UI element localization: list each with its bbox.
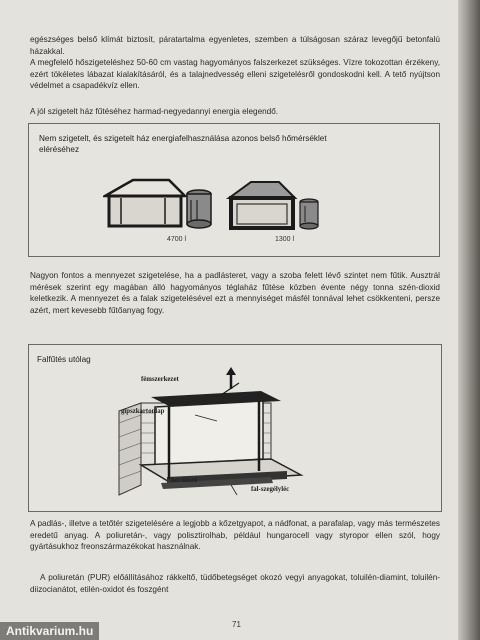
label-fal-szegelylec: fal-szegélyléc (251, 486, 290, 493)
house-insulated-illustration (225, 180, 321, 236)
paragraph-5: A poliuretán (PUR) előállításához rákkeltő, tüdőbetegséget okozó vegyi anyagokat, toluilén-diamint, toluilén-diizocianátot, etilén-oxidot és foszgént (30, 573, 440, 594)
figure-insulation-title: Nem szigetelt, és szigetelt ház energiafelhasználása azonos belső hőmérséklet eléréséhez (39, 134, 327, 155)
paragraph-3: Nagyon fontos a mennyezet szigetelése, ha a padlásteret, vagy a szoba felett lévő szintet nem fűtik. Ausztrál mérések szerint egy magában álló hagyományos téglaház fűtése közben évente négy tonna szén-dioxid keletkezik. A mennyezet és a falak szigetelésével ezt a mennyiséget másfél tonnával lehet csökkenteni, persze azért, mert kevesebb fűtőanyag fogy. (30, 271, 440, 315)
figure-wall-heating-title: Falfűtés utólag (37, 355, 91, 364)
paragraph-1 (30, 34, 440, 92)
page-number: 71 (232, 620, 241, 629)
label-femszerkezet: fémszerkezet (141, 376, 179, 383)
energy-value-uninsulated: 4700 l (167, 236, 187, 243)
house-uninsulated-illustration (103, 176, 213, 232)
paragraph-4: A padlás-, illetve a tetőtér szigetelésére a legjobb a kőzetgyapot, a nádfonat, a parafalap, vagy más természetes eredetű anyag. A poliuretán-, vagy polisztirolhab, például hungarocell vagy styropor ellen szól, hogy gyártásukhoz freonszármazékokat használnak. (30, 519, 440, 552)
watermark-logo: Antikvarium.hu (0, 622, 99, 640)
label-hordaszo: hordásző (171, 477, 198, 484)
paragraph-2: A jól szigetelt ház fűtéséhez harmad-negyedannyi energia elegendő. (30, 107, 279, 116)
figure-insulation-box (28, 123, 440, 257)
book-spine-edge (458, 0, 480, 640)
energy-value-insulated: 1300 l (275, 236, 295, 243)
figure-wall-heating-box (28, 344, 442, 512)
paragraph-1-line-b: A megfelelő hőszigeteléshez 50-60 cm vastag hagyományos falszerkezet szükséges. Vízre tokozottan érzékeny, ezért tökéletes lábazat kialakításáról, és a talajnedvesség elleni szigetelésről gondoskodni kell. A tető nyújtson védelmet a csapadékvíz ellen. (30, 58, 440, 91)
paragraph-1-line-a: egészséges belső klímát biztosít, páratartalma egyenletes, szemben a túlságosan száraz levegőjű betonfalú házakkal. (30, 35, 440, 56)
label-gipszkartonlap: gipszkartonlap (121, 408, 165, 415)
